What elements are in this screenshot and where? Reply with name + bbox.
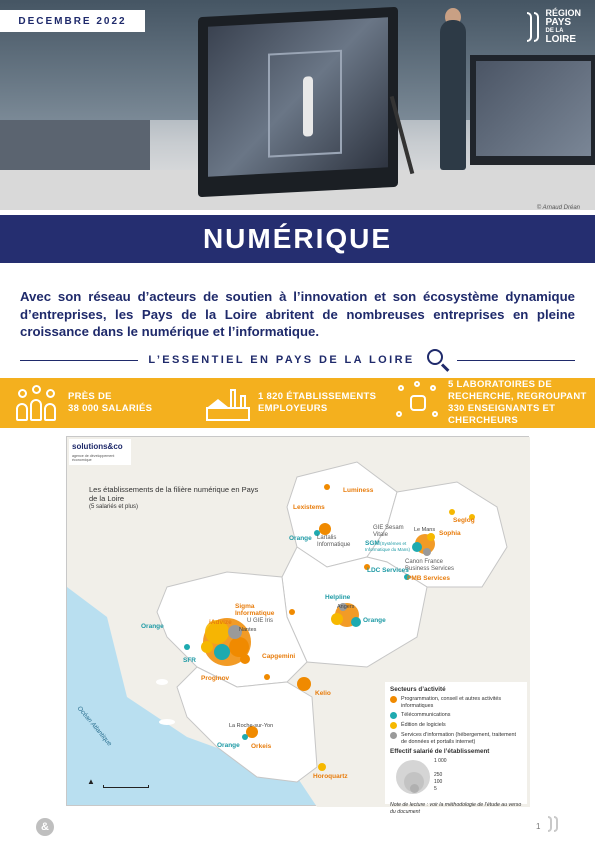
label-lartalis: Lartalis <box>317 535 337 541</box>
label-sigma2: Informatique <box>235 610 275 617</box>
scale-bar <box>103 785 149 788</box>
date-tag <box>0 10 145 32</box>
label-lartalis2: Informatique <box>317 542 351 548</box>
date-text: DECEMBRE 2022 <box>18 15 127 27</box>
size-250: 250 <box>434 772 443 778</box>
label-helpline: Helpline <box>325 594 351 601</box>
legend-note: Note de lecture : voir la méthodologie de l’étude au verso du document <box>390 802 522 815</box>
map-title <box>89 485 259 512</box>
legend-sector-3 <box>390 732 522 745</box>
label-pmb: PMB Services <box>407 575 450 582</box>
map-legend <box>385 682 527 815</box>
label-orkeis: Orkeis <box>251 743 272 750</box>
label-nantes: Nantes <box>239 627 257 633</box>
stat-salaries <box>0 378 190 428</box>
photo-credit: © Arnaud Dréan <box>536 205 580 211</box>
label-sfr: SFR <box>183 657 196 664</box>
title-band <box>0 215 595 263</box>
legend-sector-2 <box>390 722 522 729</box>
stat-labo-line3: 330 ENSEIGNANTS ET <box>448 403 556 414</box>
legend-sizes <box>390 758 522 798</box>
size-100: 100 <box>434 779 443 785</box>
stat-labo-line4: CHERCHEURS <box>448 415 519 426</box>
region-map <box>66 436 529 815</box>
label-proginov: Proginov <box>201 675 230 682</box>
label-gie-sesam: GIE Sesam <box>373 525 404 531</box>
label-orange-angers: Orange <box>363 617 386 624</box>
essentiel-heading <box>20 349 575 371</box>
label-sgm-sub2: Informatique du Mans) <box>365 547 411 552</box>
map-title-text: Les établissements de la filière numérique en Pays de la Loire <box>89 485 259 503</box>
stat-etab-line2: EMPLOYEURS <box>258 403 328 414</box>
label-orange-laval: Orange <box>289 535 312 542</box>
logo-bars-icon <box>527 12 539 42</box>
legend-sector-1 <box>390 712 522 719</box>
footer-logo-icon <box>548 816 558 832</box>
legend-sector-0 <box>390 696 522 709</box>
stat-labo-line2: RECHERCHE, REGROUPANT <box>448 391 587 402</box>
factory-icon <box>206 385 250 421</box>
page-title: NUMÉRIQUE <box>202 223 393 254</box>
stat-labo-line1: 5 LABORATOIRES DE <box>448 379 552 390</box>
label-iadvize: iAdvize <box>209 619 232 626</box>
label-orange-sn: Orange <box>141 623 164 630</box>
region-logo <box>527 8 581 45</box>
label-sgm-sub: (Systèmes et <box>380 541 407 546</box>
north-arrow-icon: ▲ <box>87 777 95 786</box>
label-sigma: Sigma <box>235 603 255 610</box>
ocean-label: Océan Atlantique <box>75 705 113 748</box>
size-5: 5 <box>434 786 437 792</box>
label-luminess: Luminess <box>343 487 374 494</box>
network-icon <box>396 385 440 421</box>
essentiel-label: L’ESSENTIEL EN PAYS DE LA LOIRE <box>148 354 415 366</box>
stat-etab-line1: 1 820 ÉTABLISSEMENTS <box>258 391 377 402</box>
size-1000: 1 000 <box>434 758 447 764</box>
stat-laboratoires <box>380 378 595 428</box>
logo-line2: DE LA <box>545 28 564 34</box>
label-canon: Canon France <box>405 559 444 565</box>
people-icon <box>16 385 60 421</box>
search-icon <box>425 347 451 373</box>
legend-sector-1-label: Télécommunications <box>401 712 451 718</box>
label-lemans: Le Mans <box>414 527 436 533</box>
label-sgm: SGM <box>365 540 380 547</box>
label-ldc: LDC Services <box>367 567 409 574</box>
intro-paragraph: Avec son réseau d’acteurs de soutien à l’innovation et son écosystème dynamique d’entreprises, les Pays de la Loire abritent de nombreuses entreprises en pleine croissance dans le numérique et l’informatique. <box>20 289 575 339</box>
cluster-cholet <box>297 677 311 691</box>
map-brand-sub: agence de développement économique <box>72 454 115 462</box>
legend-sector-title: Secteurs d’activité <box>390 686 446 693</box>
label-capgemini: Capgemini <box>262 653 296 660</box>
logo-line1: PAYS <box>545 17 572 28</box>
label-laroche: La Roche-sur-Yon <box>229 723 274 729</box>
map-subtitle: (5 salariés et plus) <box>89 504 139 510</box>
logo-line3: LOIRE <box>545 34 577 45</box>
stat-etablissements <box>190 378 380 428</box>
label-canon2: Business Services <box>405 566 455 572</box>
stats-band <box>0 378 595 428</box>
label-horoquartz: Horoquartz <box>313 773 348 780</box>
legend-sector-2-label: Édition de logiciels <box>401 722 446 728</box>
page-number: 1 <box>536 822 541 831</box>
label-gie-sesam2: Vitale <box>373 532 388 538</box>
label-seglog: Seglog <box>453 517 475 524</box>
label-angers: Angers <box>337 604 355 610</box>
legend-sector-3-label: Services d’information (hébergement, traitement de données et portails internet) <box>401 732 517 745</box>
label-lexistems: Lexistems <box>293 504 325 511</box>
ampersand-icon: & <box>36 818 54 836</box>
label-sophia: Sophia <box>439 530 461 537</box>
label-gie-iris: U GIE Iris <box>247 618 274 624</box>
stat-salaries-line2: 38 000 SALARIÉS <box>68 403 153 414</box>
legend-size-title: Effectif salarié de l’établissement <box>390 748 490 755</box>
map-brand-logo <box>69 439 131 465</box>
logo-prefix: RÉGION <box>545 8 581 18</box>
label-kelio: Kelio <box>315 690 331 697</box>
legend-sector-0-label: Programmation, conseil et autres activités informatiques <box>401 696 502 709</box>
map-brand: solutions&co <box>72 442 123 451</box>
stat-salaries-line1: PRÈS DE <box>68 391 112 402</box>
label-orange-roche: Orange <box>217 742 240 749</box>
